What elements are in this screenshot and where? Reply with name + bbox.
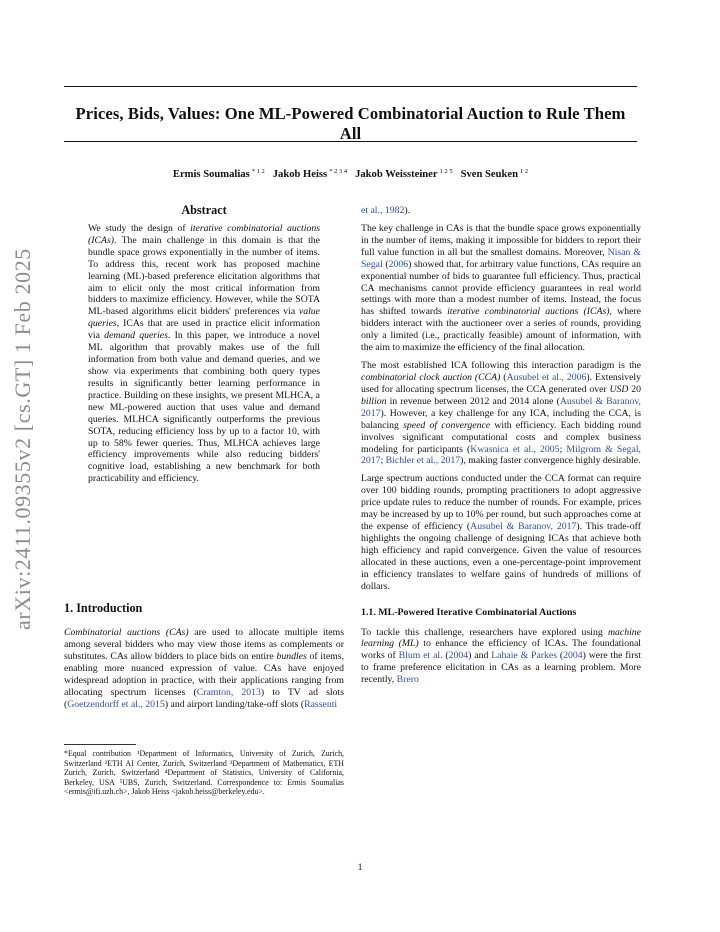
page-number: 1 xyxy=(357,862,363,873)
citation-link[interactable]: Nisan & Segal xyxy=(361,246,641,270)
citation-link[interactable]: et al., 1982 xyxy=(361,205,405,216)
author-name: Jakob Weissteiner $^{1 2 5}$ xyxy=(355,168,453,180)
emphasis: combinatorial clock auction (CCA) xyxy=(361,371,501,383)
citation-link[interactable]: Ausubel et al., 2006 xyxy=(506,371,587,383)
emphasis: iterative combinatorial auctions (ICAs) xyxy=(88,222,320,246)
affiliation-marks: 1 2 5 xyxy=(439,168,453,175)
paragraph: The most established ICA following this interaction paradigm is the combinatorial clock auction (CCA) (Ausubel et al., 2006). Extensively used for allocating spectrum licenses, the CCA generated over USD 20 billion in revenue between 2012 and 2014 alone (Ausubel & Baranov, 2017). However, a key challenge for any ICA, including the CCA, is balancing speed of convergence with efficiency. Each bidding round involves significant computational costs and complex business modeling for participants (Kwasnica et al., 2005; Milgrom & Segal, 2017; Bichler et al., 2017), making faster convergence highly desirable. xyxy=(361,360,642,467)
emphasis: machine learning (ML) xyxy=(361,626,641,650)
citation-link[interactable]: Milgrom & Segal, 2017 xyxy=(361,443,641,467)
paragraph: The key challenge in CAs is that the bundle space grows exponentially in the number of items, making it impossible for bidders to report their full value function in all but the smallest domains. Moreover, Nisan & Segal (2006) showed that, for arbitrary value functions, CAs require an exponential number of bids to guarantee full efficiency. Thus, practical CA mechanisms cannot provide efficiency guarantees in real world settings with more than a modest number of items. Instead, the focus has shifted towards iterative combinatorial auctions (ICAs), where bidders interact with the auctioneer over a series of rounds, providing only a limited (i.e., practically feasible) amount of information, with the aim to maximize the efficiency of the final allocation. xyxy=(361,222,641,354)
left-column xyxy=(64,201,345,797)
citation-link[interactable]: 2006 xyxy=(388,258,409,270)
introduction-heading: 1. Introduction xyxy=(64,601,143,615)
emphasis: speed of convergence xyxy=(403,419,491,431)
author-name: Ermis Soumalias $^{* 1 2}$ xyxy=(172,168,265,180)
author-name: Sven Seuken $^{1 2}$ xyxy=(460,168,529,180)
paper-title: Prices, Bids, Values: One ML-Powered Combinatorial Auction to Rule Them All xyxy=(75,104,626,143)
citation-link[interactable]: Kwasnica et al., 2005 xyxy=(470,443,560,455)
abstract-text: We study the design of iterative combinatorial auctions (ICAs). The main challenge in this domain is that the bundle space grows exponentially in the number of items. To address this, recent work has proposed machine learning (ML)-based preference elicitation algorithms that aim to elicit only the most critical information from bidders to maximize efficiency. However, while the SOTA ML-based algorithms elicit bidders' preferences via value queries, ICAs that are used in practice elicit information via demand queries. In this paper, we introduce a novel ML algorithm that provably makes use of the full information from both value and demand queries, and we show via experiments that combining both query types results in significantly better learning performance in practice. Building on these insights, we present MLHCA, a new ML-powered auction that uses value and demand queries. MLHCA significantly outperforms the previous SOTA, reducing efficiency loss by up to a factor 10, with up to 58% fewer queries. Thus, MLHCA achieves large efficiency improvements while also reducing bidders' cognitive load, establishing a new benchmark for both practicability and efficiency. xyxy=(88,222,320,485)
paragraph: To tackle this challenge, researchers have explored using machine learning (ML) to enhance the efficiency of ICAs. The foundational works of Blum et al. (2004) and Lahaie & Parkes (2004) were the first to frame preference elicitation in CAs as a learning problem. More recently, Brero xyxy=(361,626,641,686)
subsection-heading: 1.1. ML-Powered Iterative Combinatorial Auctions xyxy=(361,606,577,618)
citation-link[interactable]: Blum et al. xyxy=(398,650,443,662)
affiliation-footnote: *Equal contribution ¹Department of Informatics, University of Zurich, Zurich, Switzerland ²ETH AI Center, Zurich, Switzerland ³Department of Mathematics, ETH Zurich, Zurich, Switzerland ⁴Department of Statistics, University of California, Berkeley, USA ⁵UBS, Zurich, Switzerland. Correspondence to: Ermis Soumalias <ermis@ifi.uzh.ch>, Jakob Heiss <jakob.heiss@berkeley.edu>. xyxy=(64,749,344,797)
introduction-text: Combinatorial auctions (CAs) are used to allocate multiple items among several bidders who may view those items as complements or substitutes. CAs allow bidders to place bids on entire bundles of items, enabling more nuanced expression of value. CAs have enjoyed widespread adoption in practice, with their applications ranging from allocating spectrum licenses (Cramton, 2013) to TV ad slots (Goetzendorff et al., 2015) and airport landing/take-off slots (Rassenti xyxy=(64,627,345,710)
emphasis: iterative combinatorial auctions (ICAs) xyxy=(447,306,610,318)
citation-link[interactable]: Ausubel & Baranov, 2017 xyxy=(361,395,641,419)
arxiv-identifier[interactable]: arXiv:2411.09355v2 [cs.GT] 1 Feb 2025 xyxy=(10,248,35,630)
citation-link[interactable]: Goetzendorff et al., 2015 xyxy=(67,698,165,710)
citation-link[interactable]: Cramton, 2013 xyxy=(196,686,261,698)
paragraph: Large spectrum auctions conducted under the CCA format can require over 100 bidding rounds, prompting practitioners to adopt aggressive price update rules to reduce the number of rounds. For example, prices may be increased by up to 10% per round, but such approaches come at the expense of efficiency (Ausubel & Baranov, 2017). This trade-off highlights the ongoing challenge of designing ICAs that achieve both high efficiency and rapid convergence. Given the value of resources allocated in these auctions, even a one-percentage-point improvement in efficiency translates to welfare gains of hundreds of millions of dollars. xyxy=(361,473,641,592)
affiliation-marks: 1 2 xyxy=(519,168,529,175)
title-rule-bottom xyxy=(64,141,637,142)
right-column xyxy=(361,205,641,692)
citation-link[interactable]: Brero xyxy=(396,674,419,686)
affiliation-marks: * 2 3 4 xyxy=(329,168,348,175)
abstract-heading: Abstract xyxy=(181,203,227,217)
emphasis: demand queries xyxy=(104,330,168,342)
author-name: Jakob Heiss $^{* 2 3 4}$ xyxy=(272,168,348,180)
author-list xyxy=(64,168,637,180)
citation-link[interactable]: Rassenti xyxy=(304,698,338,710)
citation-link[interactable]: 2004 xyxy=(448,650,469,662)
citation-link[interactable]: Bichler et al., 2017 xyxy=(385,455,461,467)
footnote-divider xyxy=(64,744,136,745)
citation-link[interactable]: 2004 xyxy=(563,650,583,662)
emphasis: value queries xyxy=(88,306,320,330)
title-rule-top xyxy=(64,86,637,87)
emphasis: billion xyxy=(361,395,387,407)
citation-link[interactable]: Ausubel & Baranov, 2017 xyxy=(470,521,577,533)
emphasis: bundles xyxy=(276,650,307,662)
citation-link[interactable]: Lahaie & Parkes xyxy=(491,650,558,662)
emphasis: USD xyxy=(609,383,629,395)
affiliation-marks: * 1 2 xyxy=(251,168,265,175)
emphasis: Combinatorial auctions (CAs) xyxy=(64,627,189,638)
paragraph: et al., 1982). xyxy=(361,205,411,216)
